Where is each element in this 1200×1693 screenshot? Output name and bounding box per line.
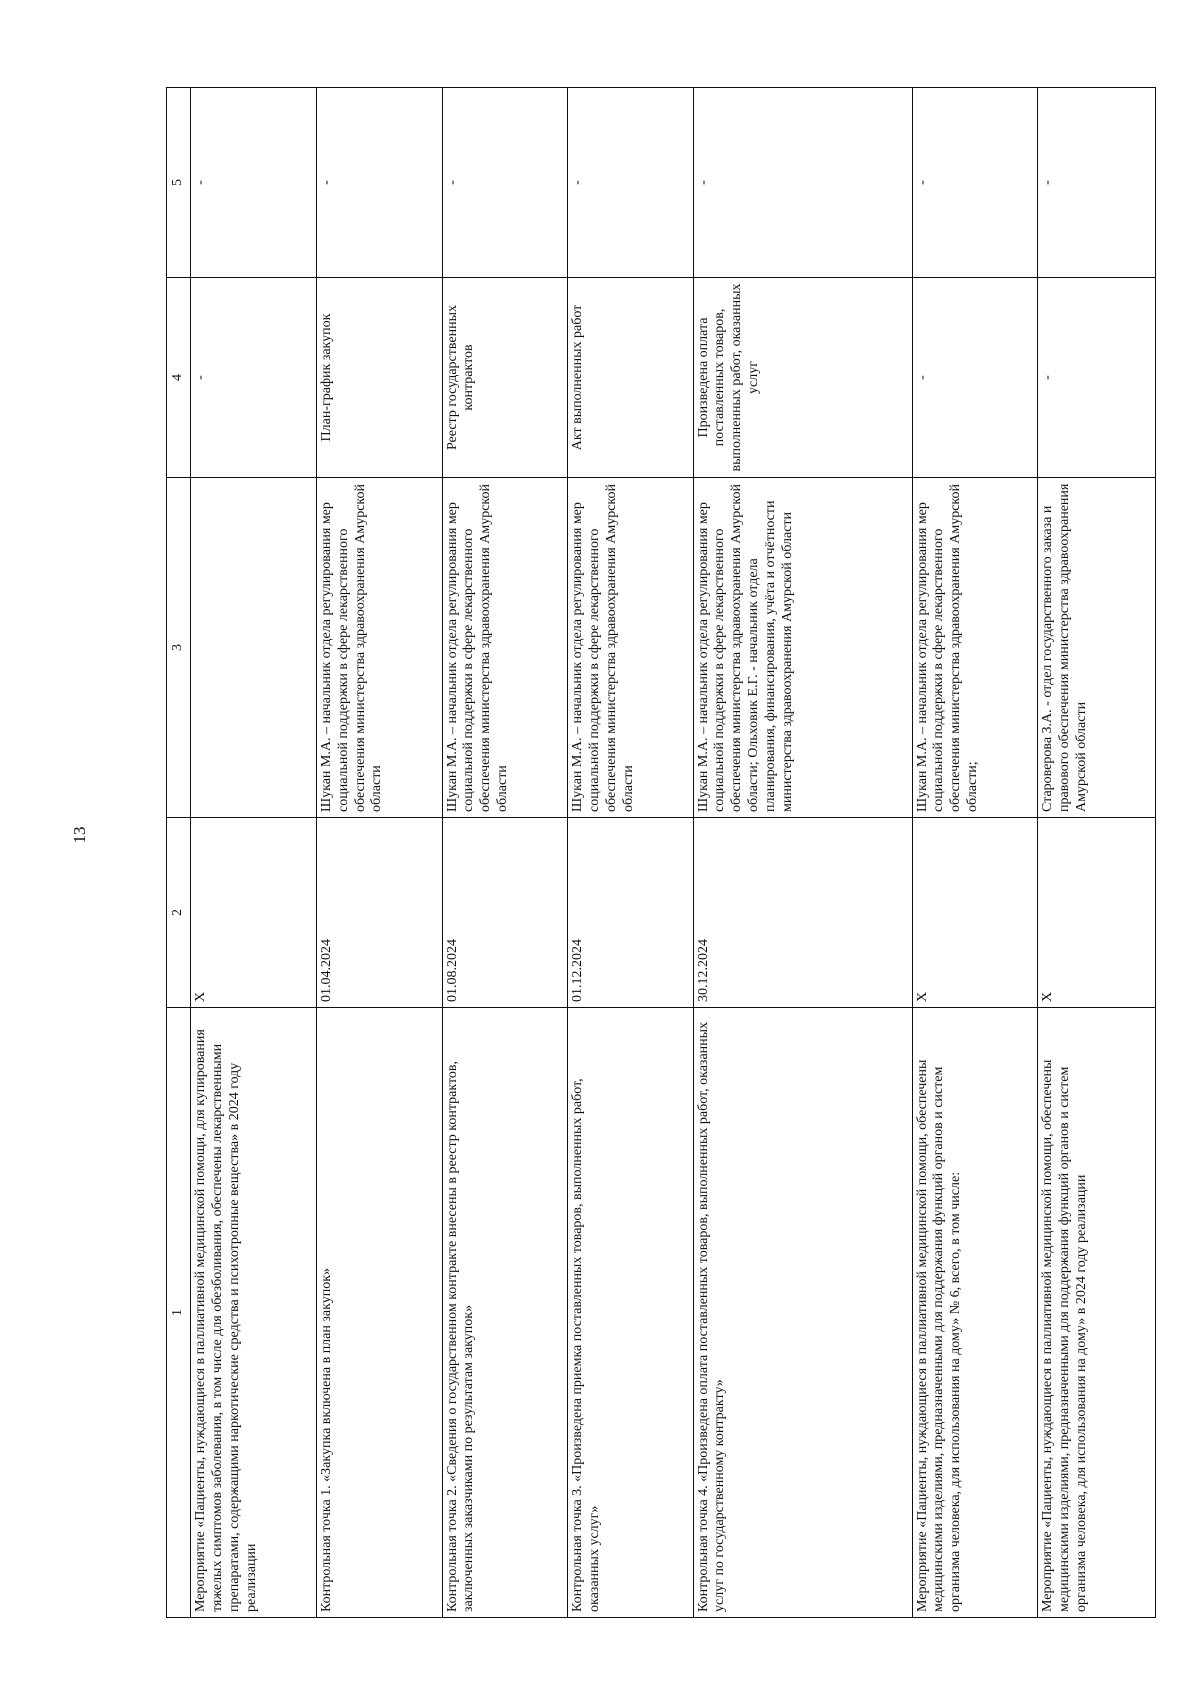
document-cell: План-график закупок <box>317 278 443 478</box>
table-row <box>317 88 443 1618</box>
responsible-cell: Староверова З.А. - отдел государственного заказа и правового обеспечения министерства здравоохранения Амурской области <box>1038 478 1156 818</box>
activity-cell: Контрольная точка 1. «Закупка включена в план закупок» <box>317 1008 443 1618</box>
note-cell: - <box>693 88 912 278</box>
responsible-cell <box>191 478 317 818</box>
responsible-cell: Шукан М.А. – начальник отдела регулирования мер социальной поддержки в сфере лекарственного обеспечения министерства здравоохранения Амурской области <box>317 478 443 818</box>
document-cell: Реестр государственных контрактов <box>442 278 568 478</box>
date-cell: X <box>1038 818 1156 1008</box>
rotated-table-container <box>166 88 1156 1618</box>
column-header: 3 <box>167 478 191 818</box>
plan-table <box>166 87 1156 1618</box>
date-cell: X <box>912 818 1038 1008</box>
activity-cell: Мероприятие «Пациенты, нуждающиеся в паллиативной медицинской помощи, обеспечены медицинскими изделиями, предназначенными для поддержания функций органов и систем организма человека, для использования на дому» № 6, всего, в том числе: <box>912 1008 1038 1618</box>
activity-cell: Контрольная точка 3. «Произведена приемка поставленных товаров, выполненных работ, оказанных услуг» <box>568 1008 694 1618</box>
date-cell: 01.12.2024 <box>568 818 694 1008</box>
document-cell: - <box>1038 278 1156 478</box>
document-cell: - <box>912 278 1038 478</box>
note-cell: - <box>317 88 443 278</box>
header-row <box>167 88 191 1618</box>
table-row <box>912 88 1038 1618</box>
document-cell: - <box>191 278 317 478</box>
note-cell: - <box>568 88 694 278</box>
date-cell: 30.12.2024 <box>693 818 912 1008</box>
page-number: 13 <box>70 826 89 844</box>
activity-cell: Контрольная точка 2. «Сведения о государственном контракте внесены в реестр контрактов, заключенных заказчиками по результатам закупок» <box>442 1008 568 1618</box>
date-cell: X <box>191 818 317 1008</box>
activity-cell: Мероприятие «Пациенты, нуждающиеся в паллиативной медицинской помощи, для купирования тяжелых симптомов заболевания, в том числе для обезболивания, обеспечены лекарственными препаратами, содержащими наркотические средства и психотропные вещества» в 2024 году реализации <box>191 1008 317 1618</box>
table-row <box>442 88 568 1618</box>
document-cell: Акт выполненных работ <box>568 278 694 478</box>
date-cell: 01.08.2024 <box>442 818 568 1008</box>
column-header: 1 <box>167 1008 191 1618</box>
responsible-cell: Шукан М.А. – начальник отдела регулирования мер социальной поддержки в сфере лекарственного обеспечения министерства здравоохранения Амурской области <box>568 478 694 818</box>
activity-cell: Мероприятие «Пациенты, нуждающиеся в паллиативной медицинской помощи, обеспечены медицинскими изделиями, предназначенными для поддержания функций органов и систем организма человека, для использования на дому» в 2024 году реализации <box>1038 1008 1156 1618</box>
table-row <box>1038 88 1156 1618</box>
note-cell: - <box>191 88 317 278</box>
table-row <box>568 88 694 1618</box>
responsible-cell: Шукан М.А. – начальник отдела регулирования мер социальной поддержки в сфере лекарственного обеспечения министерства здравоохранения Амурской области; <box>912 478 1038 818</box>
column-header: 4 <box>167 278 191 478</box>
activity-cell: Контрольная точка 4. «Произведена оплата поставленных товаров, выполненных работ, оказанных услуг по государственному контракту» <box>693 1008 912 1618</box>
document-cell: Произведена оплата поставленных товаров, выполненных работ, оказанных услуг <box>693 278 912 478</box>
table-row <box>693 88 912 1618</box>
note-cell: - <box>442 88 568 278</box>
note-cell: - <box>912 88 1038 278</box>
date-cell: 01.04.2024 <box>317 818 443 1008</box>
column-header: 5 <box>167 88 191 278</box>
responsible-cell: Шукан М.А. – начальник отдела регулирования мер социальной поддержки в сфере лекарственного обеспечения министерства здравоохранения Амурской области <box>442 478 568 818</box>
responsible-cell: Шукан М.А. – начальник отдела регулирования мер социальной поддержки в сфере лекарственного обеспечения министерства здравоохранения Амурской области; Ольховик Е.Г. - начальник отдела планирования, финансирования, учёта и отчётности министерства здравоохранения Амурской области <box>693 478 912 818</box>
table-row <box>191 88 317 1618</box>
column-header: 2 <box>167 818 191 1008</box>
note-cell: - <box>1038 88 1156 278</box>
